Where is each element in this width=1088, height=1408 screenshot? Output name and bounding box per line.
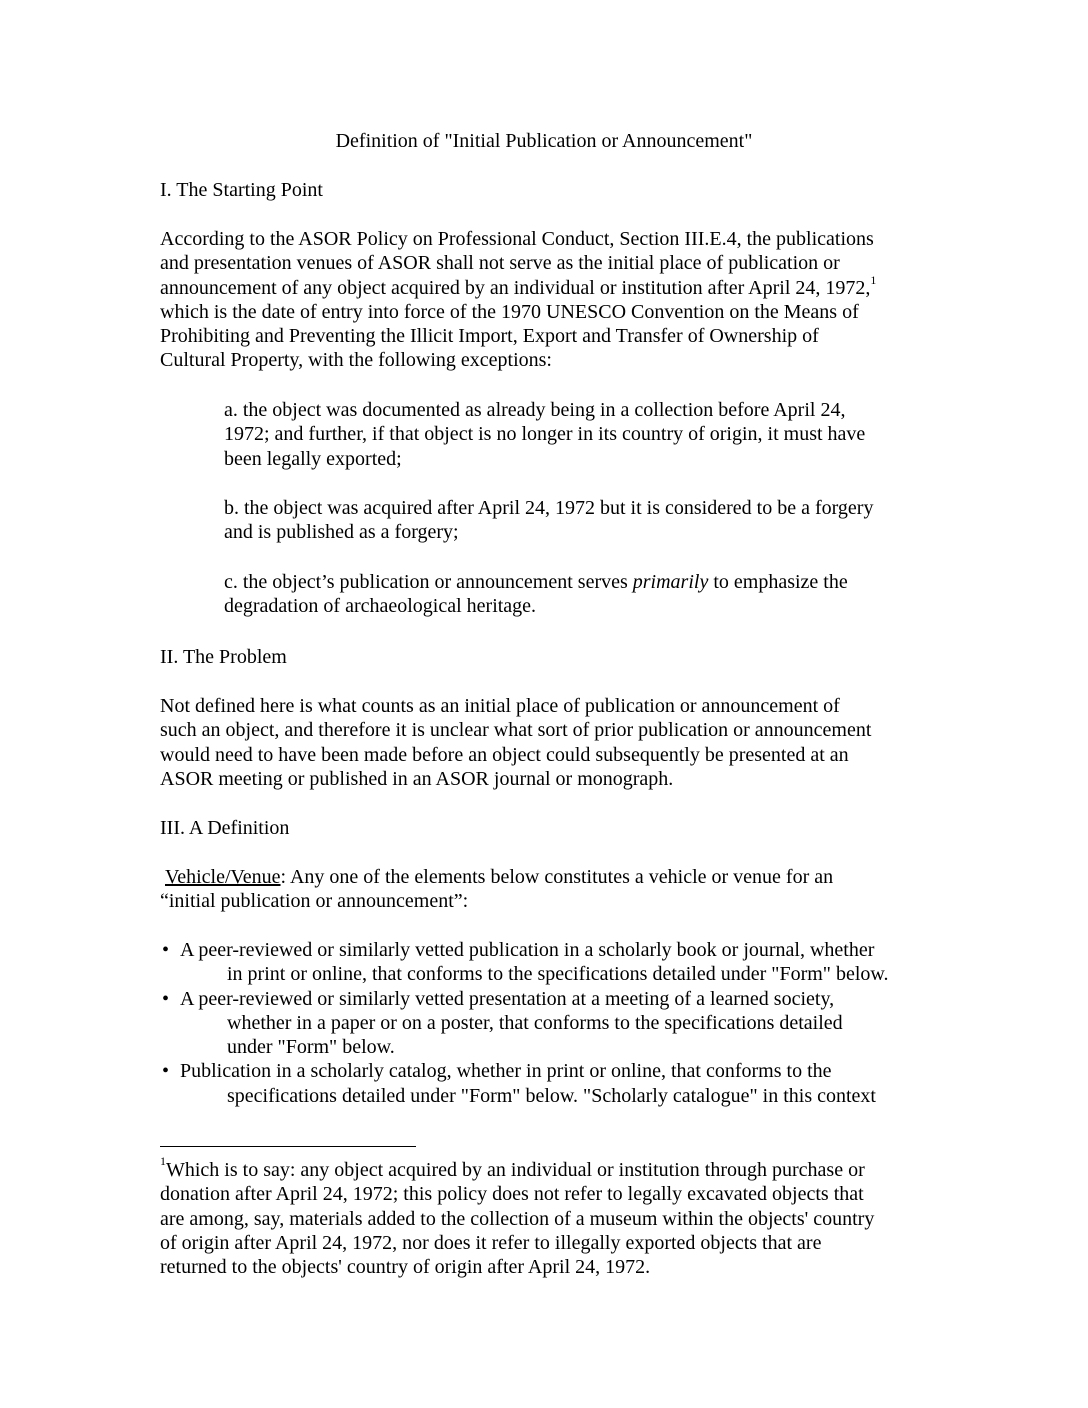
list-item-line: A peer-reviewed or similarly vetted publication in a scholarly book or journal, whether	[180, 939, 875, 961]
list-item-line: under "Form" below.	[227, 1036, 395, 1059]
exception-b	[224, 496, 934, 545]
document-title: Definition of "Initial Publication or Announcement"	[335, 130, 753, 152]
footnote-line: returned to the objects' country of origin after April 24, 1972.	[160, 1256, 651, 1279]
section-heading-starting-point: I. The Starting Point	[160, 179, 323, 201]
venue-bullet-list	[160, 938, 930, 1108]
exception-a	[224, 398, 934, 471]
vehicle-venue-paragraph	[160, 865, 930, 914]
bullet-icon: •	[162, 987, 170, 1010]
paragraph-line: Cultural Property, with the following exceptions:	[160, 349, 552, 372]
bullet-icon: •	[162, 1060, 170, 1083]
paragraph-line: Not defined here is what counts as an initial place of publication or announcement of	[160, 695, 840, 717]
exception-line: degradation of archaeological heritage.	[224, 595, 537, 618]
list-item	[160, 987, 930, 1060]
footnote-number: 1	[160, 1154, 166, 1169]
exception-line: a. the object was documented as already being in a collection before April 24,	[224, 399, 846, 421]
exception-c	[224, 570, 934, 619]
footnote-line: are among, say, materials added to the collection of a museum within the objects' country	[160, 1207, 875, 1230]
section-heading-definition: III. A Definition	[160, 817, 290, 839]
paragraph-line: “initial publication or announcement”:	[160, 890, 469, 913]
paragraph-line: Prohibiting and Preventing the Illicit Import, Export and Transfer of Ownership of	[160, 325, 819, 348]
footnote-text: Which is to say: any object acquired by an individual or institution through purchase or	[166, 1159, 865, 1181]
paragraph-line: such an object, and therefore it is unclear what sort of prior publication or announcement	[160, 719, 872, 742]
exception-line: and is published as a forgery;	[224, 521, 459, 544]
paragraph-line: and presentation venues of ASOR shall not serve as the initial place of publication or	[160, 252, 840, 275]
list-item-line: whether in a paper or on a poster, that conforms to the specifications detailed	[227, 1011, 843, 1034]
paragraph-line-text: announcement of any object acquired by an individual or institution after April 24, 1972,	[160, 276, 871, 299]
paragraph-line: would need to have been made before an object could subsequently be presented at an	[160, 743, 849, 766]
footnote-line: of origin after April 24, 1972, nor does it refer to illegally exported objects that are	[160, 1231, 822, 1254]
list-item	[160, 1059, 930, 1108]
footnote-line	[160, 1154, 930, 1182]
list-item-line: Publication in a scholarly catalog, whether in print or online, that conforms to the	[180, 1060, 832, 1083]
list-item-line: A peer-reviewed or similarly vetted presentation at a meeting of a learned society,	[180, 987, 835, 1010]
exception-line: 1972; and further, if that object is no longer in its country of origin, it must have	[224, 423, 866, 446]
paragraph-line: According to the ASOR Policy on Professional Conduct, Section III.E.4, the publications	[160, 228, 874, 250]
paragraph-line: which is the date of entry into force of the 1970 UNESCO Convention on the Means of	[160, 300, 859, 323]
paragraph-line: ASOR meeting or published in an ASOR journal or monograph.	[160, 767, 674, 790]
exception-line: b. the object was acquired after April 24, 1972 but it is considered to be a forgery	[224, 497, 874, 519]
paragraph-line	[160, 272, 930, 300]
footnote-separator	[160, 1146, 416, 1147]
list-item-line: specifications detailed under "Form" below. "Scholarly catalogue" in this context	[227, 1084, 876, 1107]
problem-paragraph	[160, 694, 930, 791]
list-item	[160, 938, 930, 987]
footnote-reference: 1	[870, 272, 877, 287]
exception-line: been legally exported;	[224, 447, 402, 470]
footnote-line: donation after April 24, 1972; this policy does not refer to legally excavated objects that	[160, 1183, 864, 1206]
exception-text: c. the object’s publication or announcement serves	[224, 571, 633, 593]
exception-line	[224, 570, 934, 594]
exception-text: to emphasize the	[708, 571, 848, 593]
bullet-icon: •	[162, 939, 170, 961]
section-heading-problem: II. The Problem	[160, 646, 287, 668]
paragraph-line	[160, 865, 930, 889]
vehicle-venue-text: : Any one of the elements below constitutes a vehicle or venue for an	[280, 866, 834, 888]
vehicle-venue-label: Vehicle/Venue	[165, 866, 281, 888]
footnote	[160, 1154, 930, 1279]
starting-point-paragraph	[160, 227, 930, 373]
list-item-line: in print or online, that conforms to the specifications detailed under "Form" below.	[227, 963, 889, 986]
emphasis-primarily: primarily	[632, 571, 709, 593]
